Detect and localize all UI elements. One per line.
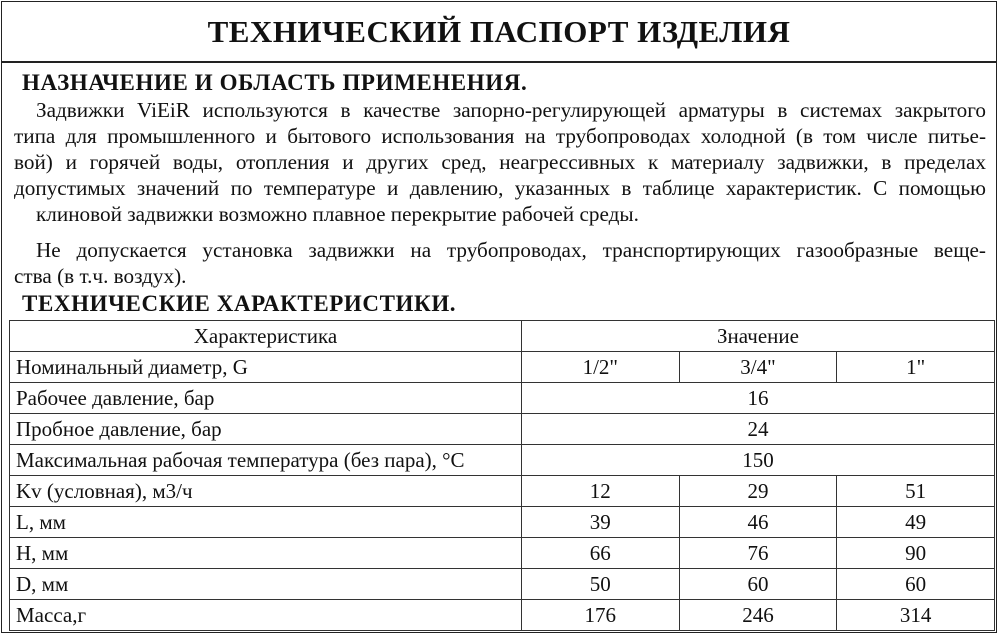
cell-value: 314 (837, 600, 995, 631)
paragraph-line: допустимых значений по температуре и давлению, указанных в таблице характеристик. С помощью (14, 176, 986, 200)
table-row-max-temperature (10, 445, 995, 476)
paragraph-line: Не допускается установка задвижки на трубопроводах, транспортирующих газообразные веще- (36, 238, 986, 262)
row-label: Масса,г (10, 600, 522, 631)
document-title: ТЕХНИЧЕСКИЙ ПАСПОРТ ИЗДЕЛИЯ (207, 13, 791, 49)
table-row-mass (10, 600, 995, 631)
header-characteristic: Характеристика (10, 321, 522, 352)
paragraph-line: вой) и горячей воды, отопления и других сред, неагрессивных к материалу задвижки, в пределах (14, 150, 986, 174)
row-label: H, мм (10, 538, 522, 569)
cell-value: 66 (521, 538, 679, 569)
specs-table (9, 320, 995, 631)
cell-value: 29 (679, 476, 837, 507)
row-label: Рабочее давление, бар (10, 383, 522, 414)
cell-value: 3/4" (679, 352, 837, 383)
table-row-l (10, 507, 995, 538)
cell-value: 1/2" (521, 352, 679, 383)
cell-value: 76 (679, 538, 837, 569)
cell-value: 49 (837, 507, 995, 538)
row-label: L, мм (10, 507, 522, 538)
cell-value: 39 (521, 507, 679, 538)
cell-value: 60 (679, 569, 837, 600)
specs-heading: ТЕХНИЧЕСКИЕ ХАРАКТЕРИСТИКИ. (22, 291, 457, 316)
table-header-row (10, 321, 995, 352)
cell-value: 50 (521, 569, 679, 600)
header-value: Значение (521, 321, 994, 352)
table-row-h (10, 538, 995, 569)
cell-value: 16 (521, 383, 994, 414)
purpose-heading: НАЗНАЧЕНИЕ И ОБЛАСТЬ ПРИМЕНЕНИЯ. (22, 70, 528, 95)
row-label: Номинальный диаметр, G (10, 352, 522, 383)
cell-value: 246 (679, 600, 837, 631)
cell-value: 12 (521, 476, 679, 507)
paragraph-line: клиновой задвижки возможно плавное перекрытие рабочей среды. (36, 202, 639, 226)
cell-value: 51 (837, 476, 995, 507)
table-row-kv (10, 476, 995, 507)
cell-value: 176 (521, 600, 679, 631)
cell-value: 24 (521, 414, 994, 445)
purpose-paragraph-1 (14, 97, 986, 227)
cell-value: 150 (521, 445, 994, 476)
table-row-d (10, 569, 995, 600)
cell-value: 46 (679, 507, 837, 538)
row-label: Пробное давление, бар (10, 414, 522, 445)
table-row-test-pressure (10, 414, 995, 445)
cell-value: 60 (837, 569, 995, 600)
paragraph-line: Задвижки ViEiR используются в качестве запорно-регулирующей арматуры в системах закрытого (36, 98, 986, 122)
paragraph-line: ства (в т.ч. воздух). (14, 264, 187, 288)
row-label: Максимальная рабочая температура (без пара), °С (10, 445, 522, 476)
table-row-diameter (10, 352, 995, 383)
row-label: D, мм (10, 569, 522, 600)
cell-value: 1" (837, 352, 995, 383)
paragraph-line: типа для промышленного и бытового использования на трубопроводах холодной (в том числе питье- (14, 124, 986, 148)
cell-value: 90 (837, 538, 995, 569)
title-box (1, 1, 997, 63)
table-row-working-pressure (10, 383, 995, 414)
row-label: Kv (условная), м3/ч (10, 476, 522, 507)
purpose-paragraph-2 (14, 237, 986, 289)
